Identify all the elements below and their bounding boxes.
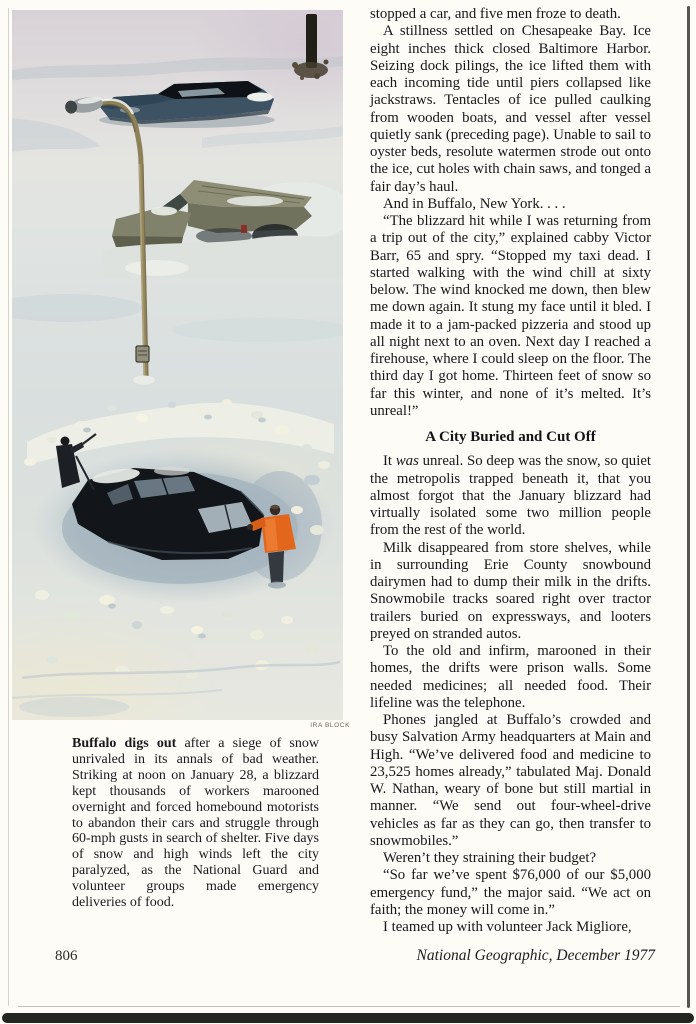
article-paragraph: And in Buffalo, New York. . . . (383, 195, 566, 212)
page-right-edge (687, 6, 690, 1008)
section-heading: A City Buried and Cut Off (425, 429, 596, 445)
photo-credit: IRA BLOCK (310, 722, 350, 729)
caption-lead: Buffalo digs out (72, 736, 177, 751)
pole-sign (136, 346, 149, 362)
page-bottom-line (18, 1006, 680, 1007)
article-paragraph: Phones jangled at Buffalo’s crowded and busy Salvation Army headquarters at Main and High. “We’ve delivered food and medicine to 23,525 homes already,” tabulated Maj. Donald W. Nathan, weary of bone but still martial in manner. “We send out four-wheel-drive vehicles as far as they can go, then transfer to snowmobiles.” (370, 712, 651, 849)
photo-illustration (12, 10, 343, 720)
paragraph-text: It (383, 453, 396, 470)
page-left-edge (8, 8, 9, 1006)
page-bottom-shadow-bar (2, 1013, 694, 1023)
paragraph-text: unreal. So deep was the snow, so quiet the metropolis trapped beneath it, that you almost forgot that the January blizzard had virtually isolated some two million people from the rest of the world. (370, 453, 651, 539)
article-paragraph (370, 453, 651, 539)
article-paragraph: “The blizzard hit while I was returning from a trip out of the city,” explained cabby Victor Barr, 65 and spry. “Stopped my taxi dead. I started walking with the wind chill at sixty below. The wind knocked me down, then blew me down again. It stung my face until it bled. I made it to a jam-packed pizzeria and stood up all night next to an oven. Next day I reached a firehouse, where I could sleep on the floor. The third day I got home. Thirteen feet of snow so far this winter, and none of it’s melted. It’s unreal!” (370, 213, 651, 419)
article-paragraph: A stillness settled on Chesapeake Bay. Ice eight inches thick closed Baltimore Harbor. Seizing dock pilings, the ice lifted them with each incoming tide until piers collapsed like jackstraws. Tentacles of ice pulled caulking from wooden boats, and vessel after vessel quietly sank (preceding page). Unable to sail to oyster beds, resolute watermen strode out onto the ice, cut holes with chain saws, and tonged a fair day’s haul. (370, 23, 651, 195)
article-paragraph: stopped a car, and five men froze to death. (370, 6, 621, 22)
page-number: 806 (55, 948, 78, 964)
photo-caption (72, 736, 319, 911)
article-paragraph: I teamed up with volunteer Jack Migliore, (383, 919, 632, 935)
caption-body: after a siege of snow unrivaled in its annals of bad weather. Striking at noon on January 28, a blizzard kept thousands of workers marooned overnight and forced homebound motorists to abandon their cars and struggle through 60-mph gusts in search of shelter. Five days of snow and high winds left the city paralyzed, as the National Guard and volunteer groups made emergency deliveries of food. (72, 736, 319, 911)
article-paragraph: Weren’t they straining their budget? (383, 850, 597, 866)
article-column (370, 6, 651, 936)
article-paragraph: Milk disappeared from store shelves, while in surrounding Erie County snowbound dairymen had to dump their milk in the drifts. Snowmobile tracks soared right over tractor trailers buried on expressways, and looters preyed on stranded autos. (370, 539, 651, 642)
footer-publication: National Geographic, December 1977 (416, 947, 655, 964)
article-paragraph: To the old and infirm, marooned in their homes, the drifts were prison walls. Some needed medicines; all needed food. Their lifeline was the telephone. (370, 643, 651, 711)
article-paragraph: “So far we’ve spent $76,000 of our $5,000 emergency fund,” the major said. “We act on faith; the money will come in.” (370, 867, 651, 918)
buried-cars-photograph (12, 10, 343, 720)
emphasized-word: was (395, 453, 419, 470)
